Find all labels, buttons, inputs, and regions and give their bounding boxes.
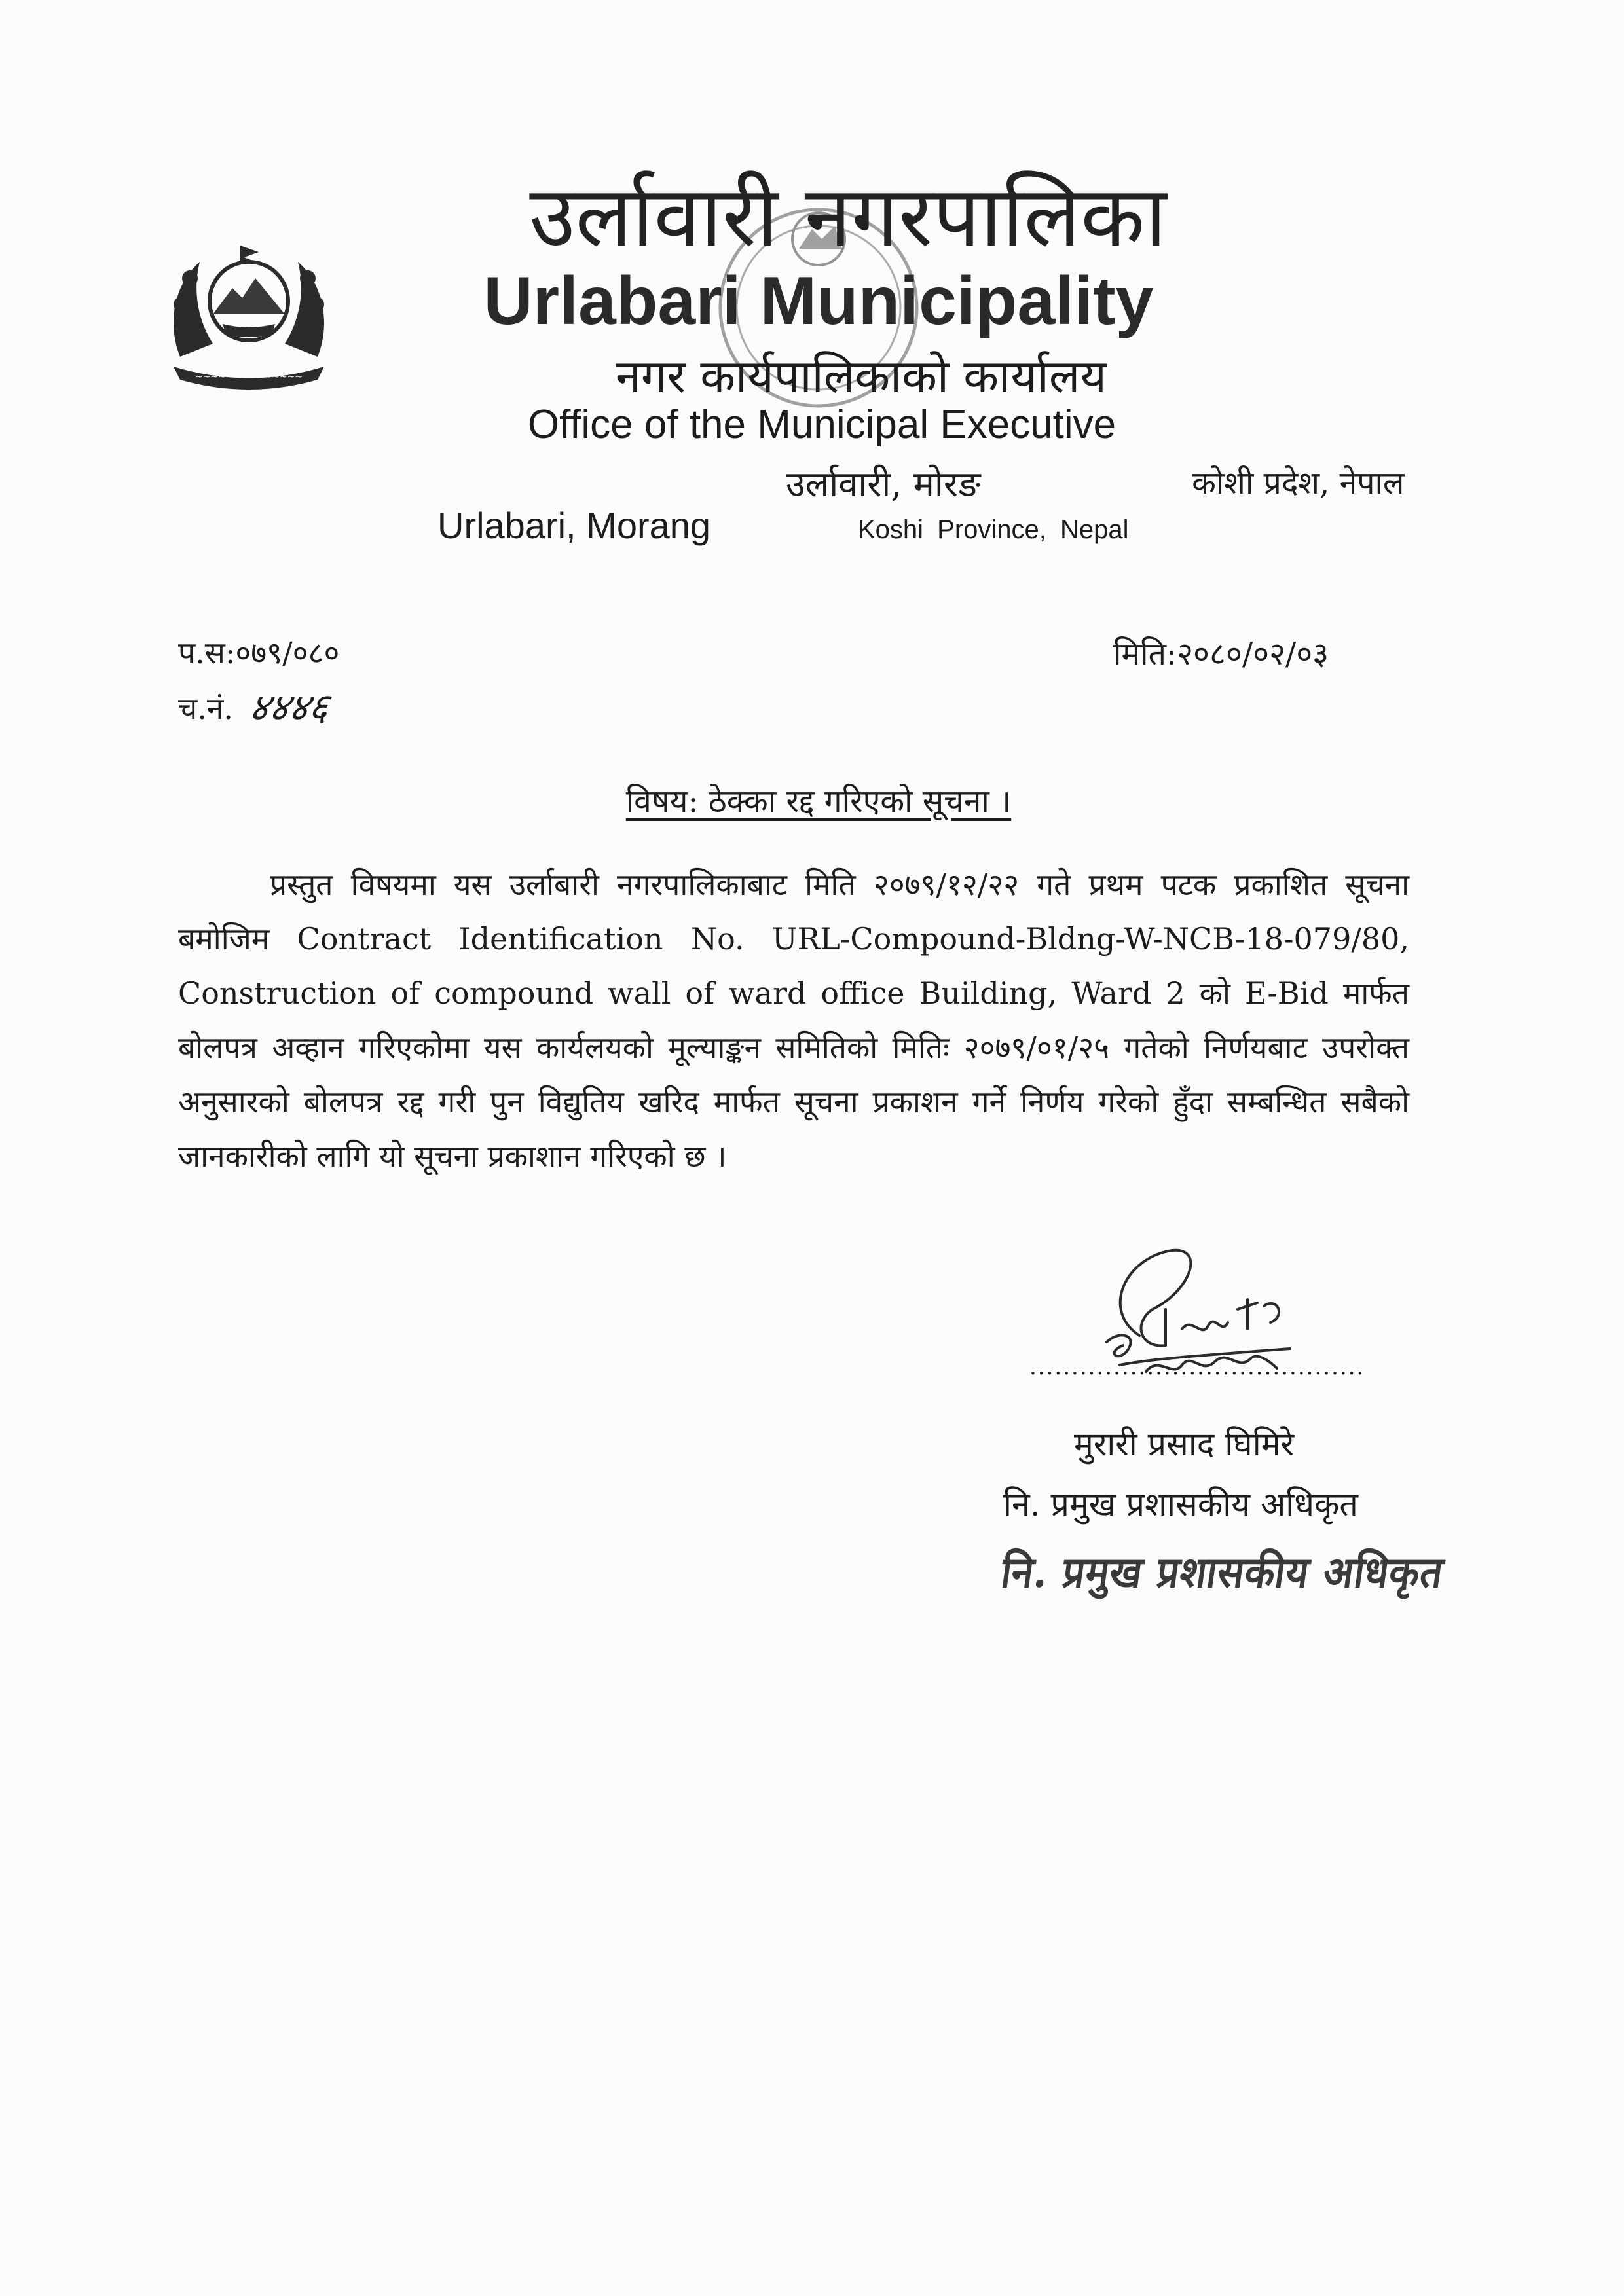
municipality-name-english: Urlabari Municipality — [483, 263, 1154, 339]
signer-title: नि. प्रमुख प्रशासकीय अधिकृत — [1003, 1485, 1358, 1523]
address-english-city: Urlabari, Morang — [437, 505, 711, 546]
document-date: मिति:२०८०/०२/०३ — [1113, 636, 1329, 672]
svg-text:~~~~~~~~~~~~~~: ~~~~~~~~~~~~~~ — [194, 372, 303, 382]
signature-line: ........................................ — [1029, 1354, 1365, 1380]
office-name-nepali: नगर कार्यपालिकाको कार्यालय — [616, 350, 1107, 403]
designation-stamp: नि. प्रमुख प्रशासकीय अधिकृत — [998, 1548, 1447, 1598]
address-nepali-city: उर्लावारी, मोरङ — [786, 464, 981, 505]
office-name-english: Office of the Municipal Executive — [527, 402, 1116, 447]
notice-subject: विषय: ठेक्का रद्द गरिएको सूचना । — [625, 783, 1012, 820]
municipality-name-nepali: उर्लावारी नगरपालिका — [529, 168, 1167, 266]
dispatch-number-handwritten: ४४४६ — [246, 685, 333, 729]
dispatch-number-label: च.नं. — [178, 691, 233, 726]
signer-name: मुरारी प्रसाद घिमिरे — [1074, 1425, 1295, 1463]
address-english-province: Koshi Province, Nepal — [858, 515, 1129, 544]
notice-body: प्रस्तुत विषयमा यस उर्लाबारी नगरपालिकाबाट मिति २०७९/१२/२२ गते प्रथम पटक प्रकाशित सूचना बमोजिम Contract Identification No. URL-Compound-Bldng-W-NCB-18-079/80, Construction of compound wall of ward office Building, Ward 2 को E-Bid मार्फत बोलपत्र अव्हान गरिएकोमा यस कार्यलयको मूल्याङ्कन समितिको मितिः २०७९/०१/२५ गतेको निर्णयबाट उपरोक्त अनुसारको बोलपत्र रद्द गरी पुन विद्युतिय खरिद मार्फत सूचना प्रकाशन गर्ने निर्णय गरेको हुँदा सम्बन्धित सबैको जानकारीको लागि यो सूचना प्रकाशान गरिएको छ । — [178, 867, 1409, 1174]
address-nepali-province: कोशी प्रदेश, नेपाल — [1192, 465, 1405, 501]
reference-number: प.स:०७९/०८० — [178, 635, 340, 670]
